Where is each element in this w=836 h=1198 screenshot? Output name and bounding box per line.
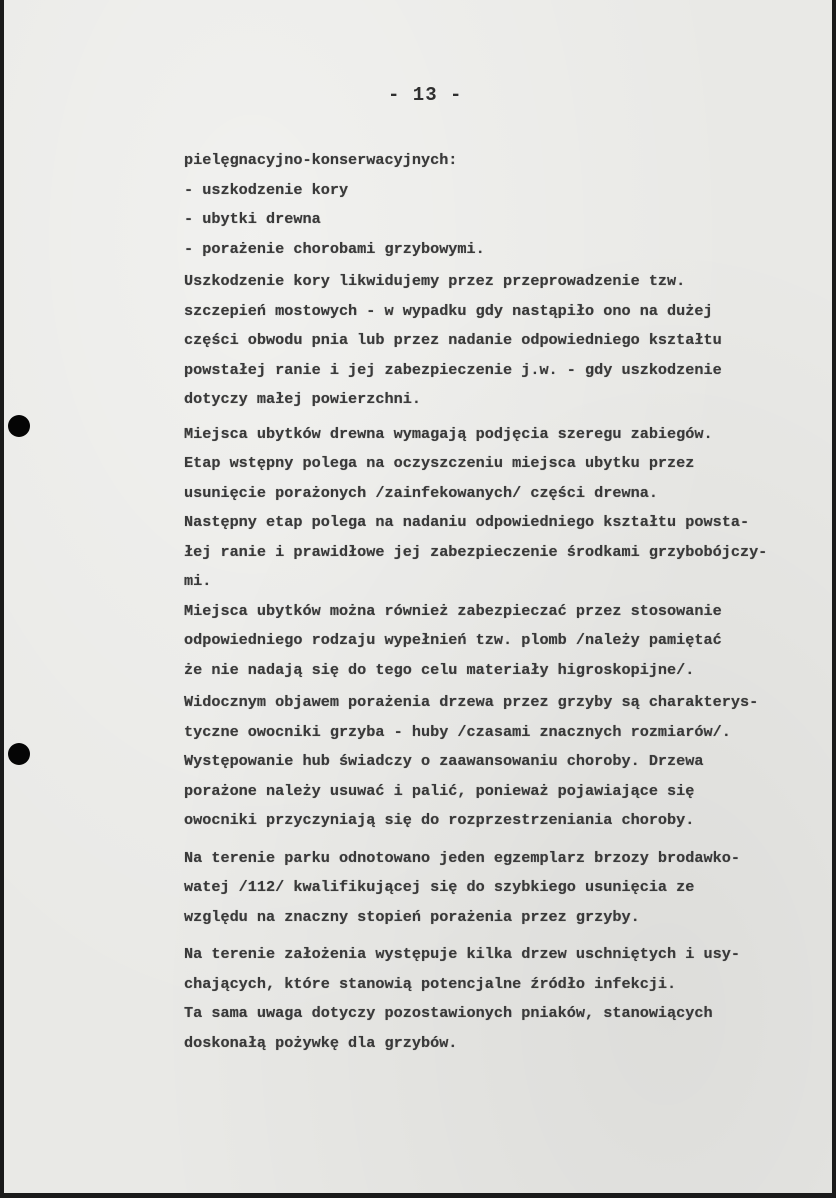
text-line: że nie nadają się do tego celu materiały higroskopijne/. <box>184 660 695 679</box>
text-line: powstałej ranie i jej zabezpieczenie j.w. - gdy uszkodzenie <box>184 360 722 379</box>
text-line: części obwodu pnia lub przez nadanie odpowiedniego kształtu <box>184 331 722 349</box>
paragraph-bark-damage <box>184 267 824 415</box>
list-item: - ubytki drewna <box>184 210 321 228</box>
text-line: względu na znaczny stopień porażenia przez grzyby. <box>184 907 640 926</box>
text-line: Widocznym objawem porażenia drzewa przez grzyby są charakterys- <box>184 693 759 711</box>
punch-hole-top <box>8 415 30 437</box>
text-line: Miejsca ubytków drewna wymagają podjęcia szeregu zabiegów. <box>184 424 713 443</box>
text-line: odpowiedniego rodzaju wypełnień tzw. plomb /należy pamiętać <box>184 631 722 649</box>
paragraph-fungi <box>184 688 824 836</box>
text-line: Występowanie hub świadczy o zaawansowaniu choroby. Drzewa <box>184 752 704 770</box>
text-line: Na terenie założenia występuje kilka drzew uschniętych i usy- <box>184 945 740 963</box>
text-line: Następny etap polega na nadaniu odpowiedniego kształtu powsta- <box>184 513 750 531</box>
text-line: dotyczy małej powierzchni. <box>184 390 421 408</box>
paragraph-intro <box>184 146 824 264</box>
text-line: Na terenie parku odnotowano jeden egzemplarz brzozy brodawko- <box>184 848 740 867</box>
text-line: łej ranie i prawidłowe jej zabezpieczenie środkami grzybobójczy- <box>184 542 768 561</box>
text-line: Uszkodzenie kory likwidujemy przez przeprowadzenie tzw. <box>184 272 686 290</box>
paragraph-birch <box>184 844 824 933</box>
text-line: usunięcie porażonych /zainfekowanych/ części drewna. <box>184 483 658 502</box>
text-line: owocniki przyczyniają się do rozprzestrzeniania choroby. <box>184 811 695 829</box>
text-line: porażone należy usuwać i palić, ponieważ pojawiające się <box>184 781 695 800</box>
text-line: tyczne owocniki grzyba - huby /czasami znacznych rozmiarów/. <box>184 722 731 741</box>
document-body <box>184 146 824 1058</box>
text-line: pielęgnacyjno-konserwacyjnych: <box>184 151 458 169</box>
paragraph-wood-loss <box>184 420 824 597</box>
paragraph-fillings <box>184 597 824 686</box>
text-line: Ta sama uwaga dotyczy pozostawionych pniaków, stanowiących <box>184 1004 713 1022</box>
text-line: mi. <box>184 572 212 590</box>
text-line: Etap wstępny polega na oczyszczeniu miejsca ubytku przez <box>184 454 695 472</box>
punch-hole-bottom <box>8 743 30 765</box>
page-number: - 13 - <box>388 84 463 106</box>
text-line: doskonałą pożywkę dla grzybów. <box>184 1033 458 1052</box>
paragraph-dead-trees <box>184 940 824 1058</box>
text-line: chających, które stanowią potencjalne źródło infekcji. <box>184 974 677 993</box>
text-line: szczepień mostowych - w wypadku gdy nastąpiło ono na dużej <box>184 301 713 320</box>
list-item: - porażenie chorobami grzybowymi. <box>184 239 485 258</box>
document-page <box>4 0 832 1193</box>
text-line: Miejsca ubytków można również zabezpieczać przez stosowanie <box>184 601 722 620</box>
text-line: watej /112/ kwalifikującej się do szybkiego usunięcia ze <box>184 878 695 896</box>
list-item: - uszkodzenie kory <box>184 180 349 199</box>
